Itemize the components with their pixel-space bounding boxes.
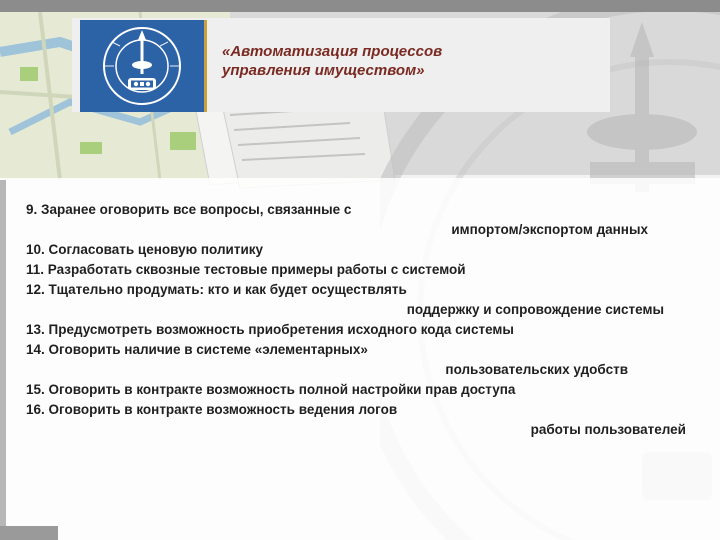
list-item-text: 13. Предусмотреть возможность приобретения исходного кода системы [26, 322, 514, 337]
page-title-line-2: управления имуществом» [222, 62, 425, 79]
header-divider [204, 20, 207, 112]
list-item-text: 10. Согласовать ценовую политику [26, 242, 264, 257]
list-item-text: 14. Оговорить наличие в системе «элементарных» [26, 342, 368, 357]
list-item-9 [26, 200, 706, 240]
list-item-continuation: работы пользователей [530, 422, 686, 437]
list-item-14 [26, 340, 706, 380]
list-item-text: 9. Заранее оговорить все вопросы, связанные с [26, 202, 352, 217]
list-item-text: 15. Оговорить в контракте возможность полной настройки прав доступа [26, 382, 516, 397]
list-item-13 [26, 320, 706, 340]
recommendations-list [26, 200, 706, 440]
page-title-line-1: «Автоматизация процессов [222, 43, 443, 60]
list-item-15 [26, 380, 706, 400]
list-item-text: 12. Тщательно продумать: кто и как будет осуществлять [26, 282, 407, 297]
left-edge-tab [0, 180, 6, 540]
oms-logo [80, 20, 204, 112]
list-item-10 [26, 240, 706, 260]
list-item-continuation: пользовательских удобств [445, 362, 628, 377]
list-item-11 [26, 260, 706, 280]
list-item-continuation: импортом/экспортом данных [451, 222, 648, 237]
list-item-text: 16. Оговорить в контракте возможность ведения логов [26, 402, 398, 417]
bottom-left-bar [0, 526, 58, 540]
list-item-continuation: поддержку и сопровождение системы [406, 302, 664, 317]
list-item-16 [26, 400, 706, 440]
list-item-text: 11. Разработать сквозные тестовые примеры работы с системой [26, 262, 466, 277]
list-item-12 [26, 280, 706, 320]
page-title [222, 42, 582, 80]
top-strip [0, 0, 720, 12]
